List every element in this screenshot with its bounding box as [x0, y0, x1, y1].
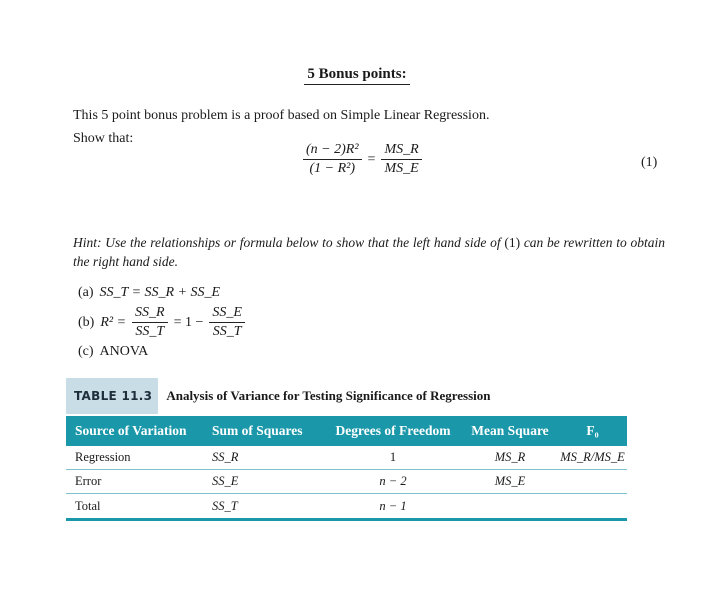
list-item-c: [78, 344, 148, 360]
list-item-text: ANOVA: [99, 344, 149, 359]
intro-line-2: Show that:: [73, 131, 134, 146]
cell-source: Regression: [75, 450, 131, 464]
fraction-denominator: SS_T: [212, 324, 242, 339]
equation-number: (1): [641, 155, 658, 170]
cell-source: Error: [75, 474, 102, 488]
hint-paragraph: [73, 233, 665, 271]
hint-label: Hint:: [73, 235, 102, 250]
header-mean-square: Mean Square: [471, 423, 549, 438]
table-caption-text: Analysis of Variance for Testing Significance of Regression: [166, 388, 491, 403]
list-item-fraction-1: [132, 305, 168, 340]
list-item-mid: = 1 −: [173, 314, 204, 330]
hint-text-after: can be rewritten to obtain the right hand side.: [73, 235, 666, 269]
list-item-label: (b): [78, 314, 95, 330]
list-item-fraction-2: [209, 305, 245, 340]
fraction-numerator: SS_E: [209, 305, 245, 323]
equation-rhs-numerator: MS_R: [381, 142, 421, 160]
header-degrees-of-freedom: Degrees of Freedom: [335, 423, 451, 438]
equation-rhs-denominator: MS_E: [384, 161, 419, 176]
cell-f0: MS_R/MS_E: [560, 450, 625, 464]
cell-df: n − 2: [379, 474, 407, 488]
hint-ref: (1): [504, 235, 521, 250]
cell-df: n − 1: [379, 498, 407, 513]
equation-lhs: [303, 142, 362, 177]
equation-lhs-numerator: (n − 2)R²: [303, 142, 362, 160]
list-item-b: [78, 305, 245, 340]
equation-rhs: [381, 142, 421, 177]
intro-line-1: This 5 point bonus problem is a proof based on Simple Linear Regression.: [73, 108, 490, 123]
table-bottom-rule: [66, 518, 627, 521]
cell-mean-square: MS_R: [494, 450, 526, 464]
anova-table: [66, 378, 627, 521]
main-equation: [303, 142, 422, 177]
table-row: [66, 494, 627, 518]
cell-df: 1: [389, 450, 397, 464]
list-item-label: (a): [78, 285, 94, 300]
fraction-numerator: SS_R: [132, 305, 168, 323]
hint-text-before: Use the relationships or formula below to show that the left hand side of: [101, 235, 505, 250]
fraction-denominator: SS_T: [135, 324, 165, 339]
header-source: Source of Variation: [75, 423, 187, 438]
table-header-row: [66, 416, 627, 446]
table-caption-label: TABLE 11.3: [66, 378, 158, 414]
list-item-prefix: R² =: [100, 314, 127, 330]
page-title: 5 Bonus points:: [0, 66, 714, 85]
cell-sum-of-squares: SS_T: [212, 498, 238, 513]
cell-source: Total: [75, 498, 101, 513]
cell-mean-square: MS_E: [494, 474, 526, 488]
list-item-formula: SS_T = SS_R + SS_E: [99, 285, 221, 300]
header-sum-of-squares: Sum of Squares: [212, 423, 303, 438]
cell-sum-of-squares: SS_E: [212, 474, 239, 488]
cell-sum-of-squares: SS_R: [212, 450, 239, 464]
equation-equals: =: [367, 151, 376, 167]
table-row: [66, 470, 627, 494]
equation-lhs-denominator: (1 − R²): [309, 161, 356, 176]
header-f0: F₀: [586, 423, 599, 438]
table-row: [66, 446, 627, 470]
table-caption: [66, 378, 627, 414]
list-item-label: (c): [78, 344, 94, 359]
list-item-a: [78, 285, 220, 301]
